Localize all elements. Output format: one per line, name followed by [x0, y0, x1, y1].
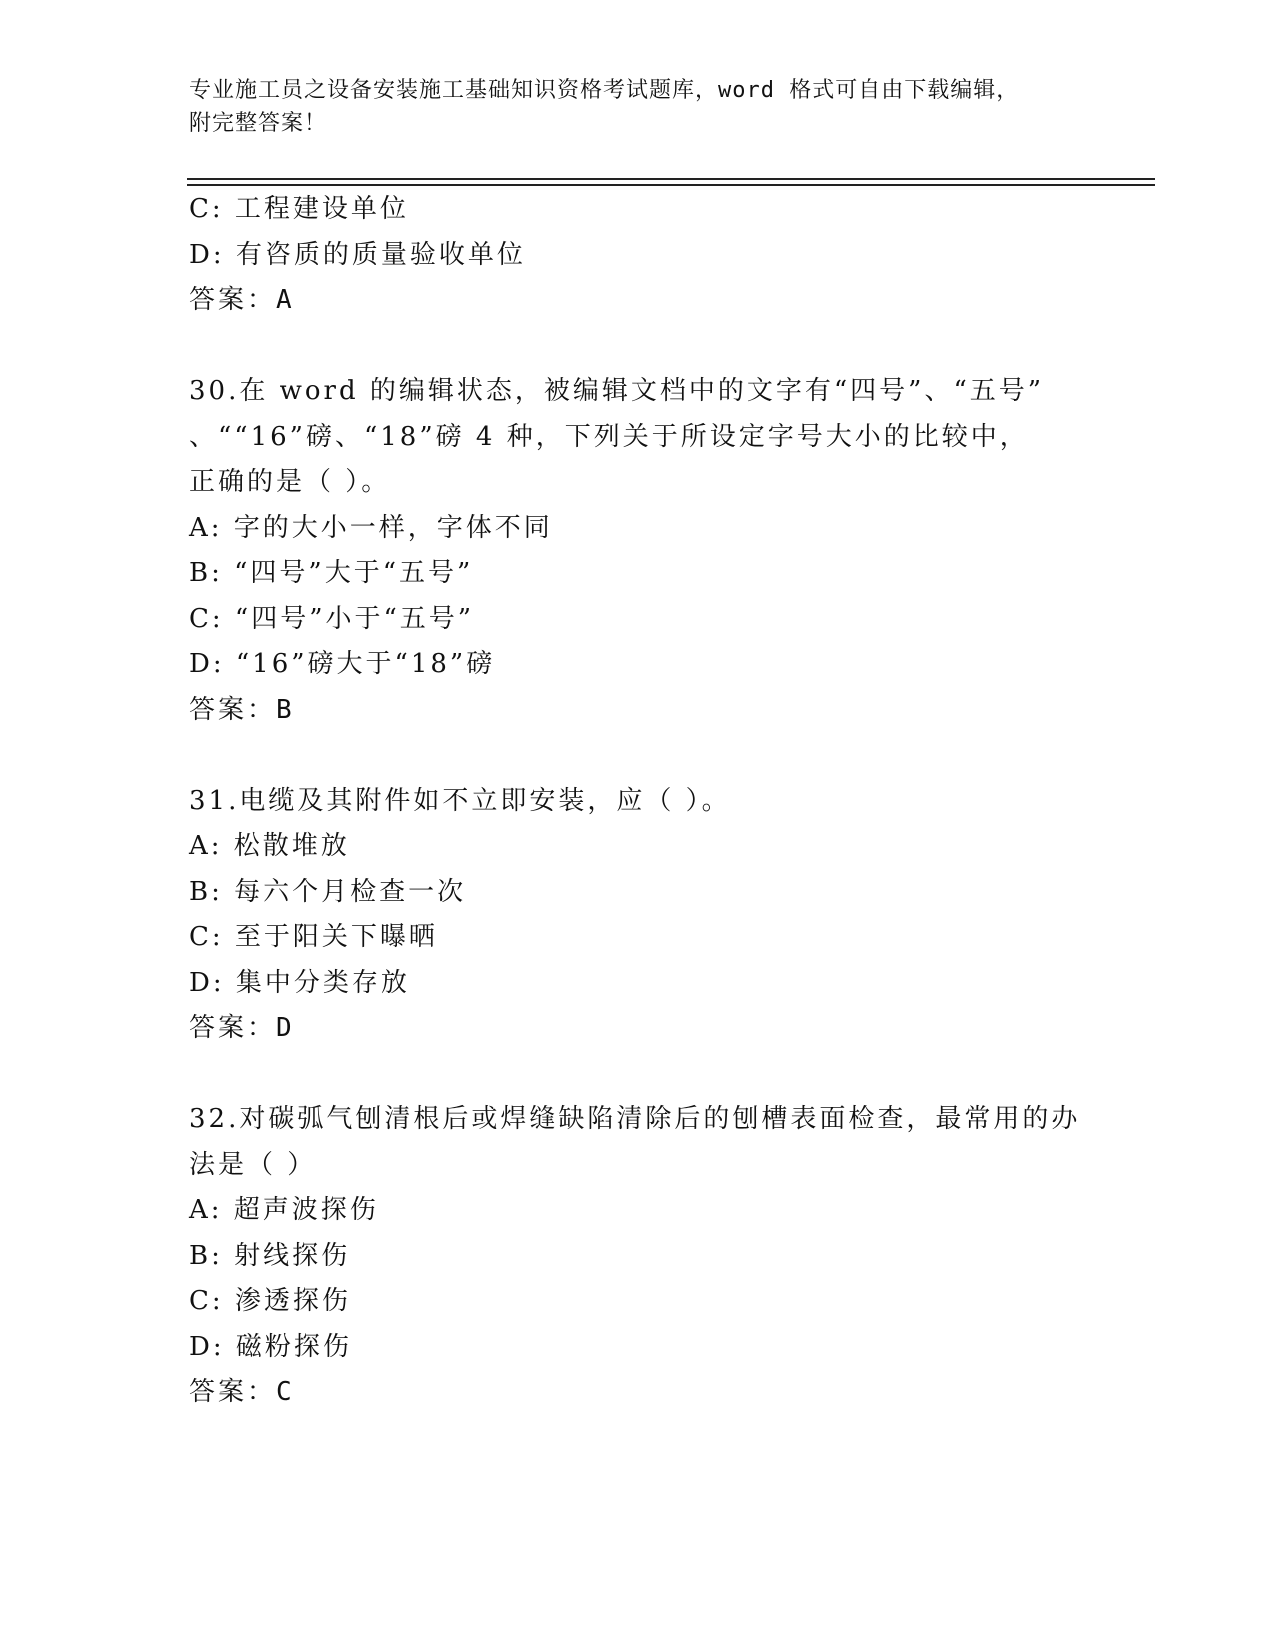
option-b: B: “四号”大于“五号” [189, 558, 474, 588]
option-c: C: 至于阳关下曝晒 [189, 922, 438, 952]
option-c: C: 工程建设单位 [189, 194, 409, 224]
answer-line: 答案：D [189, 1013, 295, 1043]
header-line-2: 附完整答案！ [189, 111, 328, 136]
question-text-line-1: 32.对碳弧气刨清根后或焊缝缺陷清除后的刨槽表面检查，最常用的办 [189, 1104, 1081, 1134]
question-text-line-3: 正确的是（ ）。 [189, 467, 391, 497]
option-d: D: 集中分类存放 [189, 967, 410, 998]
header-line-1: 专业施工员之设备安装施工基础知识资格考试题库，word 格式可自由下载编辑， [189, 78, 1020, 103]
answer-line: 答案：A [189, 285, 295, 315]
option-a: A: 松散堆放 [189, 831, 350, 861]
option-d: D: 磁粉探伤 [189, 1331, 352, 1362]
header-divider-bottom [187, 184, 1155, 186]
option-a: A: 字的大小一样，字体不同 [189, 512, 553, 543]
option-a: A: 超声波探伤 [189, 1195, 379, 1225]
question-29-continued [189, 187, 1089, 324]
option-c: C: “四号”小于“五号” [189, 603, 475, 634]
page-header [189, 74, 1089, 140]
answer-line: 答案：C [189, 1377, 295, 1407]
question-31 [189, 779, 1089, 1052]
question-text-line-2: 法是（ ） [189, 1149, 317, 1180]
answer-line: 答案：B [189, 694, 295, 725]
option-c: C: 渗透探伤 [189, 1286, 351, 1316]
question-32 [189, 1097, 1089, 1416]
header-divider-top [187, 178, 1155, 180]
question-text-line-1: 31.电缆及其附件如不立即安装，应（ ）。 [189, 785, 731, 816]
question-text-line-1: 30.在 word 的编辑状态，被编辑文档中的文字有“四号”、“五号” [189, 376, 1045, 406]
option-d: D: 有咨质的质量验收单位 [189, 239, 526, 270]
option-b: B: 射线探伤 [189, 1240, 351, 1271]
spacer [189, 1052, 1089, 1098]
option-d: D: “16”磅大于“18”磅 [189, 649, 496, 679]
question-30 [189, 369, 1089, 733]
question-text-line-2: 、““16”磅、“18”磅 4 种，下列关于所设定字号大小的比较中， [189, 421, 1029, 452]
spacer [189, 733, 1089, 779]
spacer [189, 324, 1089, 370]
document-body [189, 187, 1089, 1416]
option-b: B: 每六个月检查一次 [189, 876, 467, 907]
